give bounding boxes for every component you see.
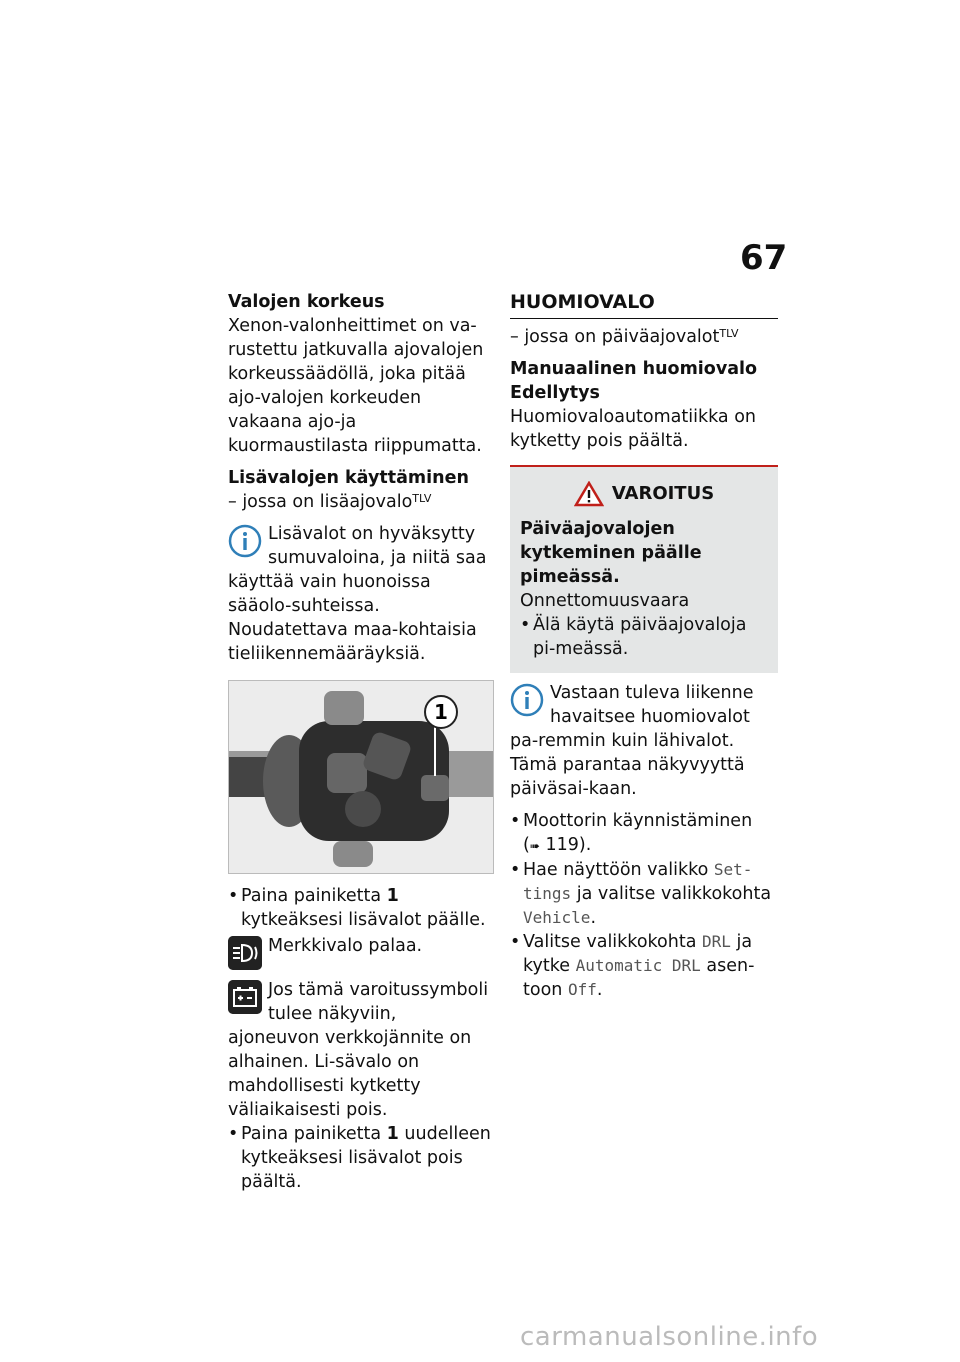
battery-warning-note [228,978,492,1122]
section-title-auxiliary-lights: Lisävalojen käyttäminen [228,468,469,488]
bullet-start-engine: • Moottorin käynnistäminen (➠ 119). [510,809,778,858]
section-title-daytime-lights: HUOMIOVALO [510,290,778,319]
info-note-text: Lisävalot on hyväksytty sumuvaloina, ja niitä saa käyttää vain huonoissa sääolo-suhteissa. Noudatettava maa-kohtaisia tieliikennemääräyksiä. [228,524,487,664]
callout-label: 1 [434,700,448,724]
left-column [228,290,492,1194]
handlebar-illustration [229,681,493,873]
prerequisite-heading: Edellytys [510,383,600,403]
info-note-daytime-text: Vastaan tuleva liikenne havaitsee huomiovalot pa-remmin kuin lähivalot. Tämä parantaa näkyvyyttä päiväsai-kaan. [510,683,754,799]
warning-title: Päiväajovalojen kytkeminen päälle pimeässä. [520,519,702,587]
warning-icon [574,481,604,507]
bullet-select-drl: • Valitse valikkokohta DRL ja kytke Automatic DRL asen-toon Off. [510,930,778,1002]
info-icon [228,524,262,558]
footer-watermark: carmanualsonline.info [520,1322,819,1352]
info-note-auxiliary [228,522,492,666]
fog-light-icon [228,936,262,970]
section-title-headlight-range: Valojen korkeus [228,292,385,312]
warning-box [510,465,778,673]
bullet-switch-on: • Paina painiketta 1 kytkeäksesi lisävalot päälle. [228,884,492,932]
page-ref-arrow-icon: ➠ [529,839,540,853]
bullet-open-settings: • Hae näyttöön valikko Set-tings ja valitse valikkokohta Vehicle. [510,858,778,930]
right-column [510,290,778,1002]
info-note-daytime [510,681,778,801]
warning-label: VAROITUS [520,481,768,507]
handlebar-switch-photo [228,680,494,874]
bullet-switch-off: • Paina painiketta 1 uudelleen kytkeäksesi lisävalot pois päältä. [228,1122,492,1194]
warning-bullet: • Älä käytä päiväajovaloja pi-meässä. [520,613,768,661]
indicator-note-text: Merkkivalo palaa. [268,936,423,956]
warning-risk: Onnettomuusvaara [520,591,690,611]
headlight-range-text: Xenon-valonheittimet on va-rustettu jatkuvalla ajovalojen korkeussäädöllä, joka pitää ajo-valojen korkeuden vakaana ajo-ja kuormaustilasta riippumatta. [228,316,484,456]
manual-daytime-heading: Manuaalinen huomiovalo [510,359,758,379]
battery-warning-icon [228,980,262,1014]
prerequisite-text: Huomiovaloautomatiikka on kytketty pois päältä. [510,407,757,451]
battery-warning-text: Jos tämä varoitussymboli tulee näkyviin, ajoneuvon verkkojännite on alhainen. Li-sävalo on mahdollisesti kytketty väliaikaisesti pois. [228,980,489,1120]
auxiliary-lights-subtitle: – jossa on lisäajovalo$^{TLV}$ [228,492,432,512]
daytime-lights-subtitle: – jossa on päiväajovalot$^{TLV}$ [510,327,739,347]
info-icon [510,683,544,717]
page-number: 67 [740,238,788,278]
indicator-note [228,934,492,970]
